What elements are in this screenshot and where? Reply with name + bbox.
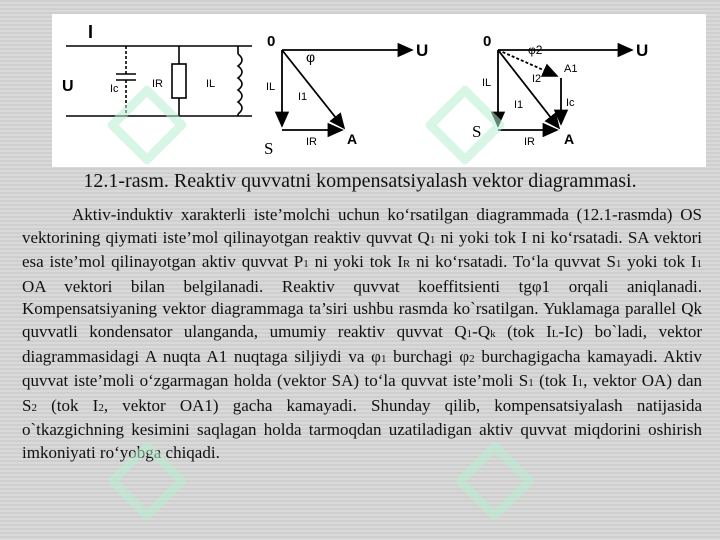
d1-S-label: S: [264, 139, 274, 158]
d2-I2-label: I2: [532, 73, 542, 85]
d2-Ic-label: Ic: [566, 97, 575, 109]
figure-caption: 12.1-rasm. Reaktiv quvvatni kompensatsiyalash vektor diagrammasi.: [83, 170, 637, 192]
d1-voltage-label: U: [416, 41, 429, 60]
figure-panel: [52, 14, 706, 167]
d2-IL-label: IL: [482, 77, 492, 89]
d1-A-label: A: [347, 131, 358, 147]
vector-diagram-2: [498, 50, 632, 130]
vector-diagram-1: [282, 50, 412, 130]
d2-A1-label: A1: [564, 63, 578, 75]
d2-IR-label: IR: [524, 136, 535, 148]
d2-phi2-label: φ2: [528, 43, 543, 57]
d1-IR-label: IR: [306, 136, 317, 148]
d2-S-label: S: [472, 122, 482, 141]
d1-I1-label: I1: [298, 91, 308, 103]
d2-voltage-label: U: [636, 41, 649, 60]
d1-origin-label: 0: [267, 33, 276, 50]
circuit-label-I: I: [88, 22, 94, 42]
d1-phi-label: φ: [306, 49, 316, 65]
d2-I1-label: I1: [514, 99, 524, 111]
circuit-label-Ic: Ic: [110, 83, 119, 95]
circuit-label-IR: IR: [152, 78, 163, 90]
circuit-label-IL: IL: [206, 78, 216, 90]
circuit-label-U: U: [62, 78, 74, 95]
d2-origin-label: 0: [483, 33, 492, 50]
paragraph-text: Aktiv-induktiv xarakterli iste’molchi uchun ko‘rsatilgan diagrammada (12.1-rasmda) OS vektorining qiymati iste’mol qilinayotgan reaktiv quvvat Q1 ni yoki tok I ni ko‘rsatadi. SA vektori esa iste’mol qilinayotgan aktiv quvvat P1 ni yoki tok IR ni ko‘rsatadi. To‘la quvvat S1 yoki tok I1 OA vektori bilan belgilanadi. Reaktiv quvvat koeffitsienti tgφ1 orqali aniqlanadi. Kompensatsiyaning vektor diagrammaga ta’siri ushbu rasmda ko`rsatilgan. Yuklamaga parallel Qk quvvatli kondensator ulanganda, umumiy reaktiv quvvat Q1-Qk (tok IL-Ic) bo`ladi, vektor diagrammasidagi A nuqta A1 nuqtaga siljiydi va φ1 burchagi φ2 burchagigacha kamayadi. Aktiv quvvat iste’moli o‘zgarmagan holda (vektor SA) to‘la quvvat iste’moli S1 (tok I1, vektor OA) dan S2 (tok I2, vektor OA1) gacha kamayadi. Shunday qilib, kompensatsiyalash natijasida o`tkazgichning kesimini saqlagan holda tarmoqdan uzatiladigan aktiv quvvat miqdorini oshirish imkoniyati ro‘yobga chiqadi.: [22, 205, 703, 462]
body-paragraph: [22, 204, 702, 465]
vector-diagram-figure: [52, 14, 706, 167]
d1-IL-label: IL: [266, 81, 276, 93]
d2-A-label: A: [564, 131, 575, 147]
